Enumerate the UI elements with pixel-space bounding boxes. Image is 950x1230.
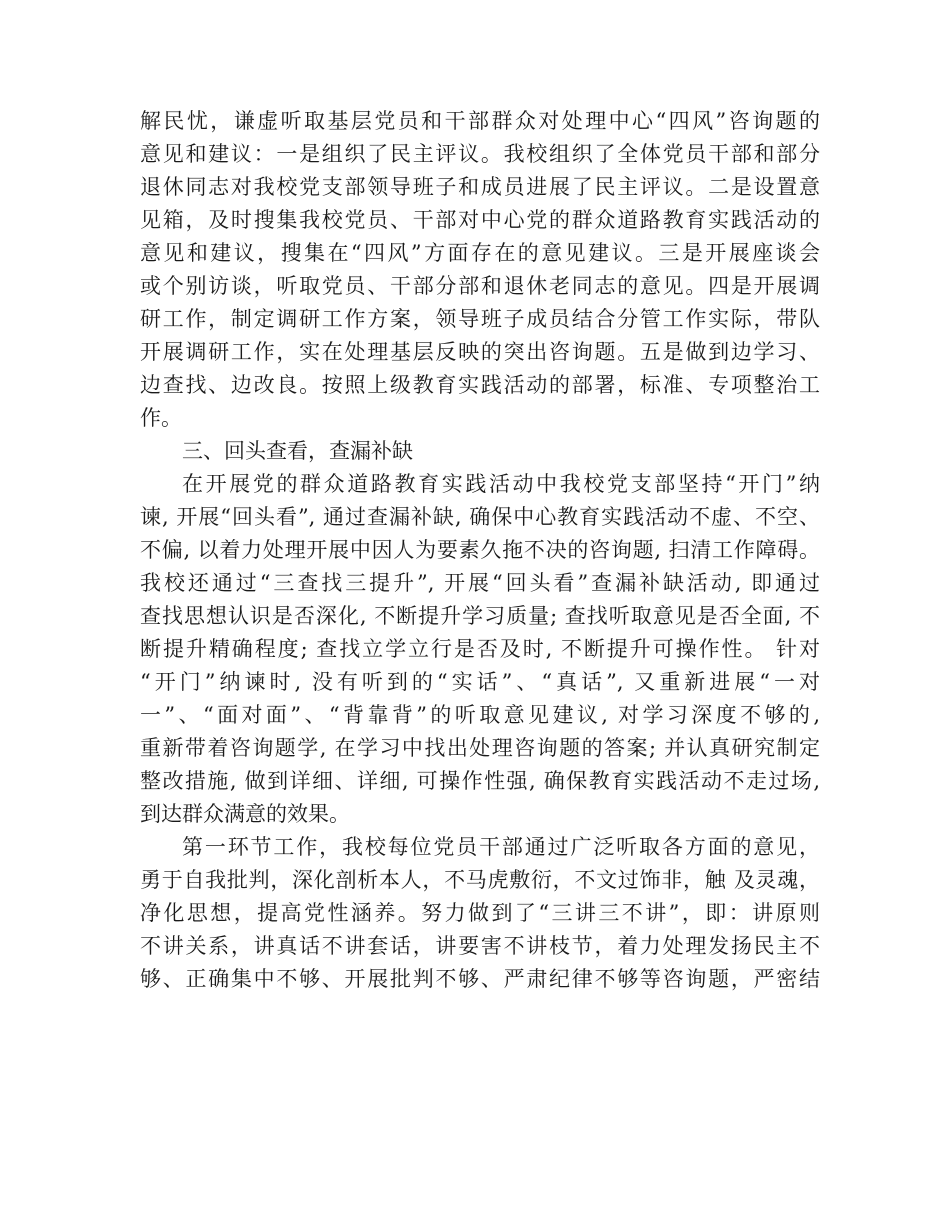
text-line: 到达群众满意的效果。 bbox=[140, 802, 350, 826]
text-line: 退休同志对我校党支部领导班子和成员进展了民主评议。二是设置意 bbox=[140, 175, 820, 199]
text-line: 不讲关系，讲真话不讲套话，讲要害不讲枝节，着力处理发扬民主不 bbox=[140, 934, 820, 958]
text-line: 勇于自我批判，深化剖析本人，不马虎敷衍，不文过饰非，触 及灵魂， bbox=[140, 868, 820, 892]
text-line: 或个别访谈，听取党员、干部分部和退休老同志的意见。四是开展调 bbox=[140, 274, 820, 298]
text-line: “开门”纳谏时, 没有听到的“实话”、“真话”, 又重新进展“一对 bbox=[140, 670, 820, 694]
text-line: 够、正确集中不够、开展批判不够、严肃纪律不够等咨询题，严密结 bbox=[140, 967, 820, 991]
text-line: 第一环节工作，我校每位党员干部通过广泛听取各方面的意见， bbox=[182, 835, 820, 859]
text-line: 重新带着咨询题学, 在学习中找出处理咨询题的答案; 并认真研究制定 bbox=[140, 736, 820, 760]
text-line: 我校还通过“三查找三提升”, 开展“回头看”查漏补缺活动, 即通过 bbox=[140, 571, 820, 595]
text-line: 在开展党的群众道路教育实践活动中我校党支部坚持“开门”纳 bbox=[182, 472, 820, 496]
text-line: 谏, 开展“回头看”, 通过查漏补缺, 确保中心教育实践活动不虚、不空、 bbox=[140, 505, 820, 529]
text-line: 一”、“面对面”、“背靠背”的听取意见建议, 对学习深度不够的, bbox=[140, 703, 820, 727]
text-line: 意见和建议，搜集在“四风”方面存在的意见建议。三是开展座谈会 bbox=[140, 241, 820, 265]
text-line: 边查找、边改良。按照上级教育实践活动的部署，标准、专项整治工 bbox=[140, 373, 820, 397]
text-line: 不偏, 以着力处理开展中因人为要素久拖不决的咨询题, 扫清工作障碍。 bbox=[140, 538, 820, 562]
text-line: 解民忧，谦虚听取基层党员和干部群众对处理中心“四风”咨询题的 bbox=[140, 109, 820, 133]
text-line: 整改措施, 做到详细、详细, 可操作性强, 确保教育实践活动不走过场, bbox=[140, 769, 820, 793]
text-line: 作。 bbox=[140, 406, 182, 430]
text-line: 查找思想认识是否深化, 不断提升学习质量; 查找听取意见是否全面, 不 bbox=[140, 604, 820, 628]
section-heading: 三、回头查看，查漏补缺 bbox=[182, 439, 413, 463]
text-line: 开展调研工作，实在处理基层反映的突出咨询题。五是做到边学习、 bbox=[140, 340, 820, 364]
text-line: 意见和建议：一是组织了民主评议。我校组织了全体党员干部和部分 bbox=[140, 142, 820, 166]
text-line: 净化思想，提高党性涵养。努力做到了“三讲三不讲”，即：讲原则 bbox=[140, 901, 820, 925]
text-line: 见箱，及时搜集我校党员、干部对中心党的群众道路教育实践活动的 bbox=[140, 208, 820, 232]
text-line: 研工作，制定调研工作方案，领导班子成员结合分管工作实际，带队 bbox=[140, 307, 820, 331]
document-body bbox=[140, 105, 820, 996]
text-line: 断提升精确程度; 查找立学立行是否及时, 不断提升可操作性。 针对 bbox=[140, 637, 820, 661]
